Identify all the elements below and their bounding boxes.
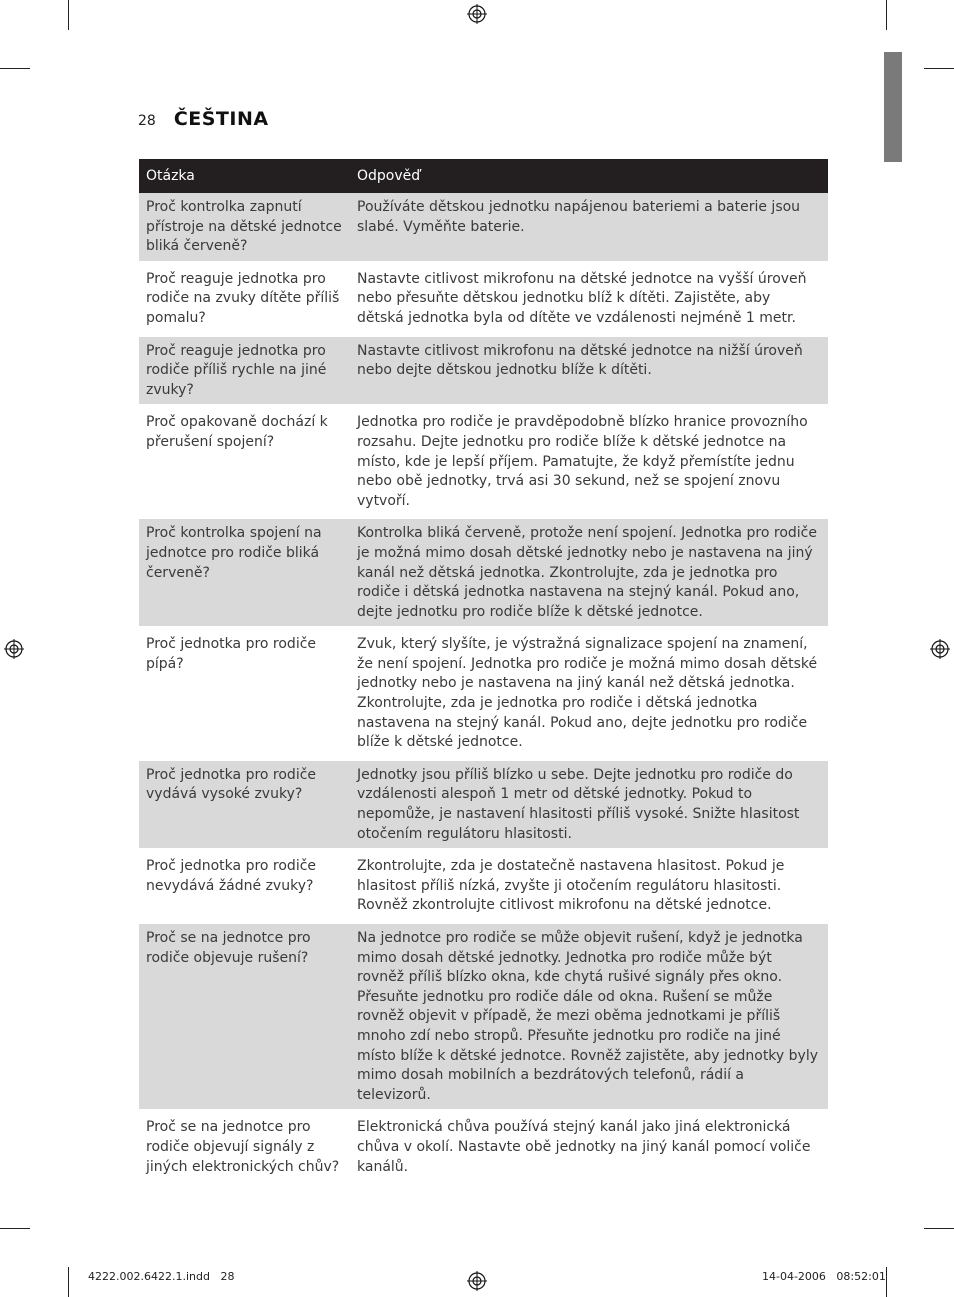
crop-mark (68, 0, 69, 30)
page-number: 28 (138, 113, 156, 129)
crop-mark (924, 1228, 954, 1229)
answer-cell: Nastavte citlivost mikrofonu na dětské jednotce na nižší úroveň nebo dejte dětskou jednotku blíže k dítěti. (350, 335, 828, 407)
crop-mark (924, 68, 954, 69)
answer-cell: Používáte dětskou jednotku napájenou bateriemi a baterie jsou slabé. Vyměňte baterie. (350, 193, 828, 263)
table-row (139, 335, 828, 407)
question-cell: Proč se na jednotce pro rodiče objevují signály z jiných elektronických chův? (139, 1111, 350, 1183)
page-title: ČEŠTINA (173, 108, 269, 130)
registration-mark-icon (930, 639, 950, 659)
table-row (139, 517, 828, 628)
crop-mark (0, 68, 30, 69)
table-row (139, 406, 828, 517)
answer-cell: Zvuk, který slyšíte, je výstražná signalizace spojení na znamení, že není spojení. Jednotka pro rodiče je možná mimo dosah dětské jednotky nebo je nastavena na jiný kanál než dětská jednotka. Zkontrolujte, zda je jednotka pro rodiče i dětská jednotka nastavena na stejný kanál. Pokud ano, dejte jednotku pro rodiče blíže k dětské jednotce. (350, 628, 828, 759)
section-tab (884, 52, 902, 162)
answer-cell: Nastavte citlivost mikrofonu na dětské jednotce na vyšší úroveň nebo přesuňte dětskou jednotku blíž k dítěti. Zajistěte, aby dětská jednotka byla od dítěte ve vzdálenosti nejméně 1 metr. (350, 263, 828, 335)
answer-cell: Zkontrolujte, zda je dostatečně nastavena hlasitost. Pokud je hlasitost příliš nízká, zvyšte ji otočením regulátoru hlasitosti. Rovněž zkontrolujte citlivost mikrofonu na dětské jednotce. (350, 850, 828, 922)
crop-mark (886, 1267, 887, 1297)
table-row (139, 1111, 828, 1183)
answer-cell: Jednotky jsou příliš blízko u sebe. Dejte jednotku pro rodiče do vzdálenosti alespoň 1 metr od dětské jednotky. Pokud to nepomůže, je nastavení hlasitosti příliš vysoké. Snižte hlasitost otočením regulátoru hlasitosti. (350, 759, 828, 850)
question-cell: Proč kontrolka zapnutí přístroje na dětské jednotce bliká červeně? (139, 193, 350, 263)
question-cell: Proč reaguje jednotka pro rodiče na zvuky dítěte příliš pomalu? (139, 263, 350, 335)
table-row (139, 263, 828, 335)
question-cell: Proč reaguje jednotka pro rodiče příliš rychle na jiné zvuky? (139, 335, 350, 407)
table-header-row (139, 159, 828, 193)
page-header (138, 108, 269, 130)
column-header-question: Otázka (139, 159, 350, 193)
question-cell: Proč jednotka pro rodiče vydává vysoké zvuky? (139, 759, 350, 850)
registration-mark-icon (467, 4, 487, 24)
question-cell: Proč se na jednotce pro rodiče objevuje rušení? (139, 922, 350, 1111)
table-row (139, 193, 828, 263)
footer-file-info: 4222.002.6422.1.indd 28 (88, 1270, 235, 1283)
table-row (139, 922, 828, 1111)
registration-mark-icon (467, 1271, 487, 1291)
answer-cell: Jednotka pro rodiče je pravděpodobně blízko hranice provozního rozsahu. Dejte jednotku pro rodiče blíže k dětské jednotce na místo, kde je lepší příjem. Pamatujte, že když přemístíte jednu nebo obě jednotky, trvá asi 30 sekund, než se spojení znovu vytvoří. (350, 406, 828, 517)
table-row (139, 759, 828, 850)
footer-date-time: 14-04-2006 08:52:01 (762, 1270, 886, 1283)
troubleshooting-table (139, 159, 828, 1185)
answer-cell: Kontrolka bliká červeně, protože není spojení. Jednotka pro rodiče je možná mimo dosah dětské jednotky nebo je nastavena na jiný kanál než dětská jednotka. Zkontrolujte, zda je jednotka pro rodiče i dětská jednotka nastavena na stejný kanál. Pokud ano, dejte jednotku pro rodiče blíže k dětské jednotce. (350, 517, 828, 628)
question-cell: Proč jednotka pro rodiče pípá? (139, 628, 350, 759)
column-header-answer: Odpověď (350, 159, 828, 193)
registration-mark-icon (4, 639, 24, 659)
answer-cell: Elektronická chůva používá stejný kanál jako jiná elektronická chůva v okolí. Nastavte obě jednotky na jiný kanál pomocí voliče kanálů. (350, 1111, 828, 1183)
question-cell: Proč opakovaně dochází k přerušení spojení? (139, 406, 350, 517)
crop-mark (886, 0, 887, 30)
question-cell: Proč jednotka pro rodiče nevydává žádné zvuky? (139, 850, 350, 922)
crop-mark (0, 1228, 30, 1229)
table-row (139, 850, 828, 922)
question-cell: Proč kontrolka spojení na jednotce pro rodiče bliká červeně? (139, 517, 350, 628)
answer-cell: Na jednotce pro rodiče se může objevit rušení, když je jednotka mimo dosah dětské jednotky. Jednotka pro rodiče může být rovněž příliš blízko okna, kde chytá rušivé signály přes okno. Přesuňte jednotku pro rodiče dále od okna. Rušení se může rovněž objevit v případě, že mezi oběma jednotkami je příliš mnoho zdí nebo stropů. Přesuňte jednotku pro rodiče na jiné místo blíže k dětské jednotce. Rovněž zajistěte, aby jednotky byly mimo dosah mobilních a bezdrátových telefonů, rádií a televizorů. (350, 922, 828, 1111)
crop-mark (68, 1267, 69, 1297)
table-row (139, 628, 828, 759)
